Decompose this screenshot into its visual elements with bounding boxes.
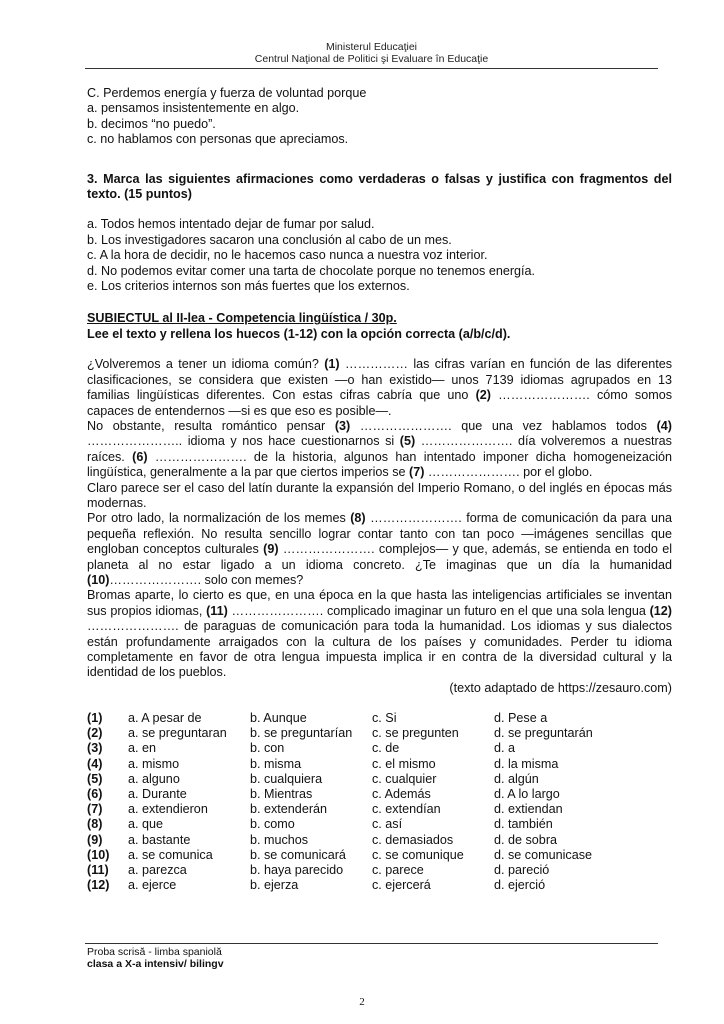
- option-a: a. bastante: [128, 832, 191, 847]
- passage-paragraph: [87, 419, 672, 481]
- option-b: b. extenderán: [250, 802, 328, 817]
- option-a: a. parezca: [128, 862, 187, 877]
- option-c: c. se pregunten: [372, 726, 459, 741]
- option-c: c. de: [372, 741, 400, 756]
- passage-text: …………… las cifras varían en función de las diferentes clasificaciones, se considera que existen —o han existido— unos 7139 idiomas agrupados en 13 familias lingüísticas diferentes. Con estas cifras cabría que uno: [87, 357, 672, 403]
- option-b: b. Aunque: [250, 711, 307, 725]
- answer-option: a. pensamos insistentemente en algo.: [87, 101, 300, 116]
- passage-text: ¿Volveremos a tener un idioma común?: [87, 357, 325, 372]
- passage-paragraph: [87, 511, 672, 588]
- option-row: [87, 772, 614, 787]
- option-a: a. extendieron: [128, 802, 208, 817]
- gap-number: (7): [87, 802, 103, 817]
- footer-divider: [85, 943, 658, 944]
- gap-number: (10): [87, 847, 110, 862]
- page-footer: [87, 946, 224, 970]
- answer-option: c. no hablamos con personas que apreciamos.: [87, 132, 349, 147]
- option-d: d. Pese a: [494, 711, 548, 725]
- question-stem: C. Perdemos energía y fuerza de voluntad porque: [87, 86, 367, 100]
- gap-number: (2): [87, 726, 103, 741]
- source-citation: (texto adaptado de https://zesauro.com): [449, 680, 672, 695]
- gap-number: (6): [132, 449, 148, 464]
- option-c: c. demasiados: [372, 832, 454, 847]
- gap-number: (7): [409, 465, 425, 480]
- option-a: a. se comunica: [128, 847, 213, 862]
- passage-text: …………………. de paraguas de comunicación para toda la humanidad. Los idiomas y sus dialectos están profundamente arraigados con la cultura de los países y comunidades. Perder tu idioma completamente en favor de otra lengua impuesta implica ir en contra de la diversidad cultural y la identidad de los pueblos.: [87, 619, 672, 680]
- option-b: b. Mientras: [250, 786, 313, 801]
- passage-paragraph: [87, 357, 672, 419]
- option-c: c. Si: [372, 711, 397, 725]
- option-c: c. extendían: [372, 802, 441, 817]
- passage-text: No obstante, resulta romántico pensar: [87, 418, 335, 433]
- option-row: [87, 817, 614, 832]
- option-d: d. a: [494, 741, 516, 756]
- option-row: [87, 848, 614, 863]
- subject-2: [87, 311, 672, 696]
- passage-text: Claro parece ser el caso del latín durante la expansión del Imperio Romano, o del inglés en épocas más modernas.: [87, 480, 672, 510]
- statement: b. Los investigadores sacaron una conclusión al cabo de un mes.: [87, 232, 452, 247]
- page-header: [85, 41, 658, 65]
- option-b: b. haya parecido: [250, 862, 344, 877]
- option-d: d. extiendan: [494, 802, 563, 817]
- passage-text: …………………. complejos— y que, además, se entienda en todo el planeta al no estar ligado a un idioma concreto. ¿Te imaginas que un día la humanidad: [87, 542, 672, 572]
- option-row: [87, 833, 614, 848]
- gap-number: (8): [87, 817, 103, 832]
- gap-number: (3): [87, 741, 103, 756]
- option-a: a. se preguntaran: [128, 726, 227, 741]
- option-b: b. ejerza: [250, 878, 299, 893]
- option-c: c. cualquier: [372, 771, 437, 786]
- option-d: d. se preguntarán: [494, 726, 593, 741]
- option-c: c. se comunique: [372, 847, 464, 862]
- passage-paragraph: [87, 588, 672, 680]
- gap-number: (11): [87, 862, 109, 877]
- option-c: c. Además: [372, 786, 431, 801]
- option-a: a. Durante: [128, 786, 187, 801]
- option-b: b. cualquiera: [250, 771, 323, 786]
- passage-text: …………………. forma de comunicación da para una pequeña reflexión. No resulta sencillo lograr contar tanto con tan poco —imágenes sencillas que engloban conceptos culturales: [87, 511, 672, 557]
- passage-text: …………………. complicado imaginar un futuro en el que una sola lengua: [227, 603, 650, 618]
- ministry-name: Ministerul Educaţiei: [325, 41, 418, 53]
- passage-text: …………………. que una vez hablamos todos: [350, 418, 657, 433]
- option-a: a. que: [128, 817, 164, 832]
- gap-number: (11): [206, 603, 228, 618]
- gap-number: (6): [87, 786, 103, 801]
- option-d: d. A lo largo: [494, 786, 560, 801]
- option-a: a. mismo: [128, 756, 180, 771]
- option-row: [87, 757, 614, 772]
- section-heading: SUBIECTUL al II-lea - Competencia lingüística / 30p.: [87, 311, 397, 326]
- passage-text: Bromas aparte, lo cierto es que, en una época en la que hasta las inteligencias artificiales se inventan sus propios idiomas,: [87, 588, 672, 618]
- option-b: b. se comunicará: [250, 847, 346, 862]
- passage-text: …………………. de la historia, algunos han intentado imponer dicha homogeneización lingüística, generalmente a la par que ciertos imperios se: [87, 449, 672, 480]
- answer-option: b. decimos “no puedo”.: [87, 116, 216, 131]
- gap-number: (10): [87, 572, 110, 587]
- statement: e. Los criterios internos son más fuertes que los externos.: [87, 279, 410, 294]
- passage-text: …………………. día volveremos a nuestras raíces.: [87, 434, 672, 464]
- option-a: a. ejerce: [128, 878, 177, 893]
- gap-number: (9): [263, 542, 279, 557]
- option-c: c. parece: [372, 862, 424, 877]
- option-c: c. el mismo: [372, 756, 436, 771]
- option-a: a. A pesar de: [128, 711, 202, 725]
- option-d: d. de sobra: [494, 832, 558, 847]
- option-row: [87, 741, 614, 756]
- passage-paragraph: [87, 481, 672, 512]
- gap-number: (4): [87, 756, 103, 771]
- passage-text: Por otro lado, la normalización de los memes: [87, 511, 351, 526]
- passage-text: …………………. por el globo.: [424, 465, 593, 480]
- options-table: [87, 711, 614, 893]
- header-divider: [85, 68, 658, 69]
- gap-number: (5): [87, 771, 103, 786]
- exam-name: Proba scrisă - limba spaniolă: [87, 946, 222, 958]
- page-number: 2: [359, 996, 365, 1008]
- option-row: [87, 787, 614, 802]
- option-c: c. ejercerá: [372, 878, 431, 893]
- option-d: d. algún: [494, 771, 539, 786]
- option-b: b. misma: [250, 756, 302, 771]
- option-row: [87, 802, 614, 817]
- gap-number: (2): [475, 388, 491, 403]
- option-a: a. alguno: [128, 771, 180, 786]
- gap-number: (12): [87, 878, 110, 893]
- statement: c. A la hora de decidir, no le hacemos caso nunca a nuestra voz interior.: [87, 248, 488, 263]
- center-name: Centrul Naţional de Politici şi Evaluare în Educaţie: [254, 53, 489, 65]
- option-row: [87, 726, 614, 741]
- option-row: [87, 878, 614, 893]
- option-d: d. ejerció: [494, 878, 546, 893]
- passage-text: ………………….. idioma y nos hace cuestionarnos si: [87, 434, 400, 449]
- question-c: [87, 86, 672, 148]
- gap-number: (4): [656, 418, 672, 433]
- option-a: a. en: [128, 741, 157, 756]
- gap-number: (8): [350, 511, 366, 526]
- gap-number: (12): [649, 603, 672, 618]
- option-row: [87, 863, 614, 878]
- option-d: d. la misma: [494, 756, 559, 771]
- exercise-title: 3. Marca las siguientes afirmaciones como verdaderas o falsas y justifica con fragmentos del texto. (15 puntos): [87, 171, 672, 202]
- option-b: b. se preguntarían: [250, 726, 353, 741]
- gap-number: (9): [87, 832, 103, 847]
- option-c: c. así: [372, 817, 403, 832]
- class-level: clasa a X-a intensiv/ bilingv: [87, 958, 224, 970]
- option-b: b. como: [250, 817, 295, 832]
- option-b: b. con: [250, 741, 285, 756]
- statement: a. Todos hemos intentado dejar de fumar por salud.: [87, 217, 375, 232]
- reading-passage: [87, 357, 672, 681]
- gap-number: (1): [324, 357, 340, 372]
- option-d: d. pareció: [494, 862, 550, 877]
- option-d: d. se comunicase: [494, 847, 593, 862]
- gap-number: (3): [334, 418, 351, 433]
- gap-number: (5): [399, 434, 416, 449]
- passage-text: …………………. cómo somos capaces de entendernos —si es que eso es posible—.: [87, 388, 672, 418]
- passage-text: …………………. solo con memes?: [109, 572, 304, 587]
- statement: d. No podemos evitar comer una tarta de chocolate porque no tenemos energía.: [87, 263, 536, 278]
- option-row: [87, 711, 614, 726]
- exercise-3: [87, 172, 672, 295]
- page-content: [87, 86, 672, 696]
- option-d: d. también: [494, 817, 553, 832]
- section-instruction: Lee el texto y rellena los huecos (1-12) con la opción correcta (a/b/c/d).: [87, 326, 511, 341]
- gap-number: (1): [87, 711, 103, 725]
- option-b: b. muchos: [250, 832, 309, 847]
